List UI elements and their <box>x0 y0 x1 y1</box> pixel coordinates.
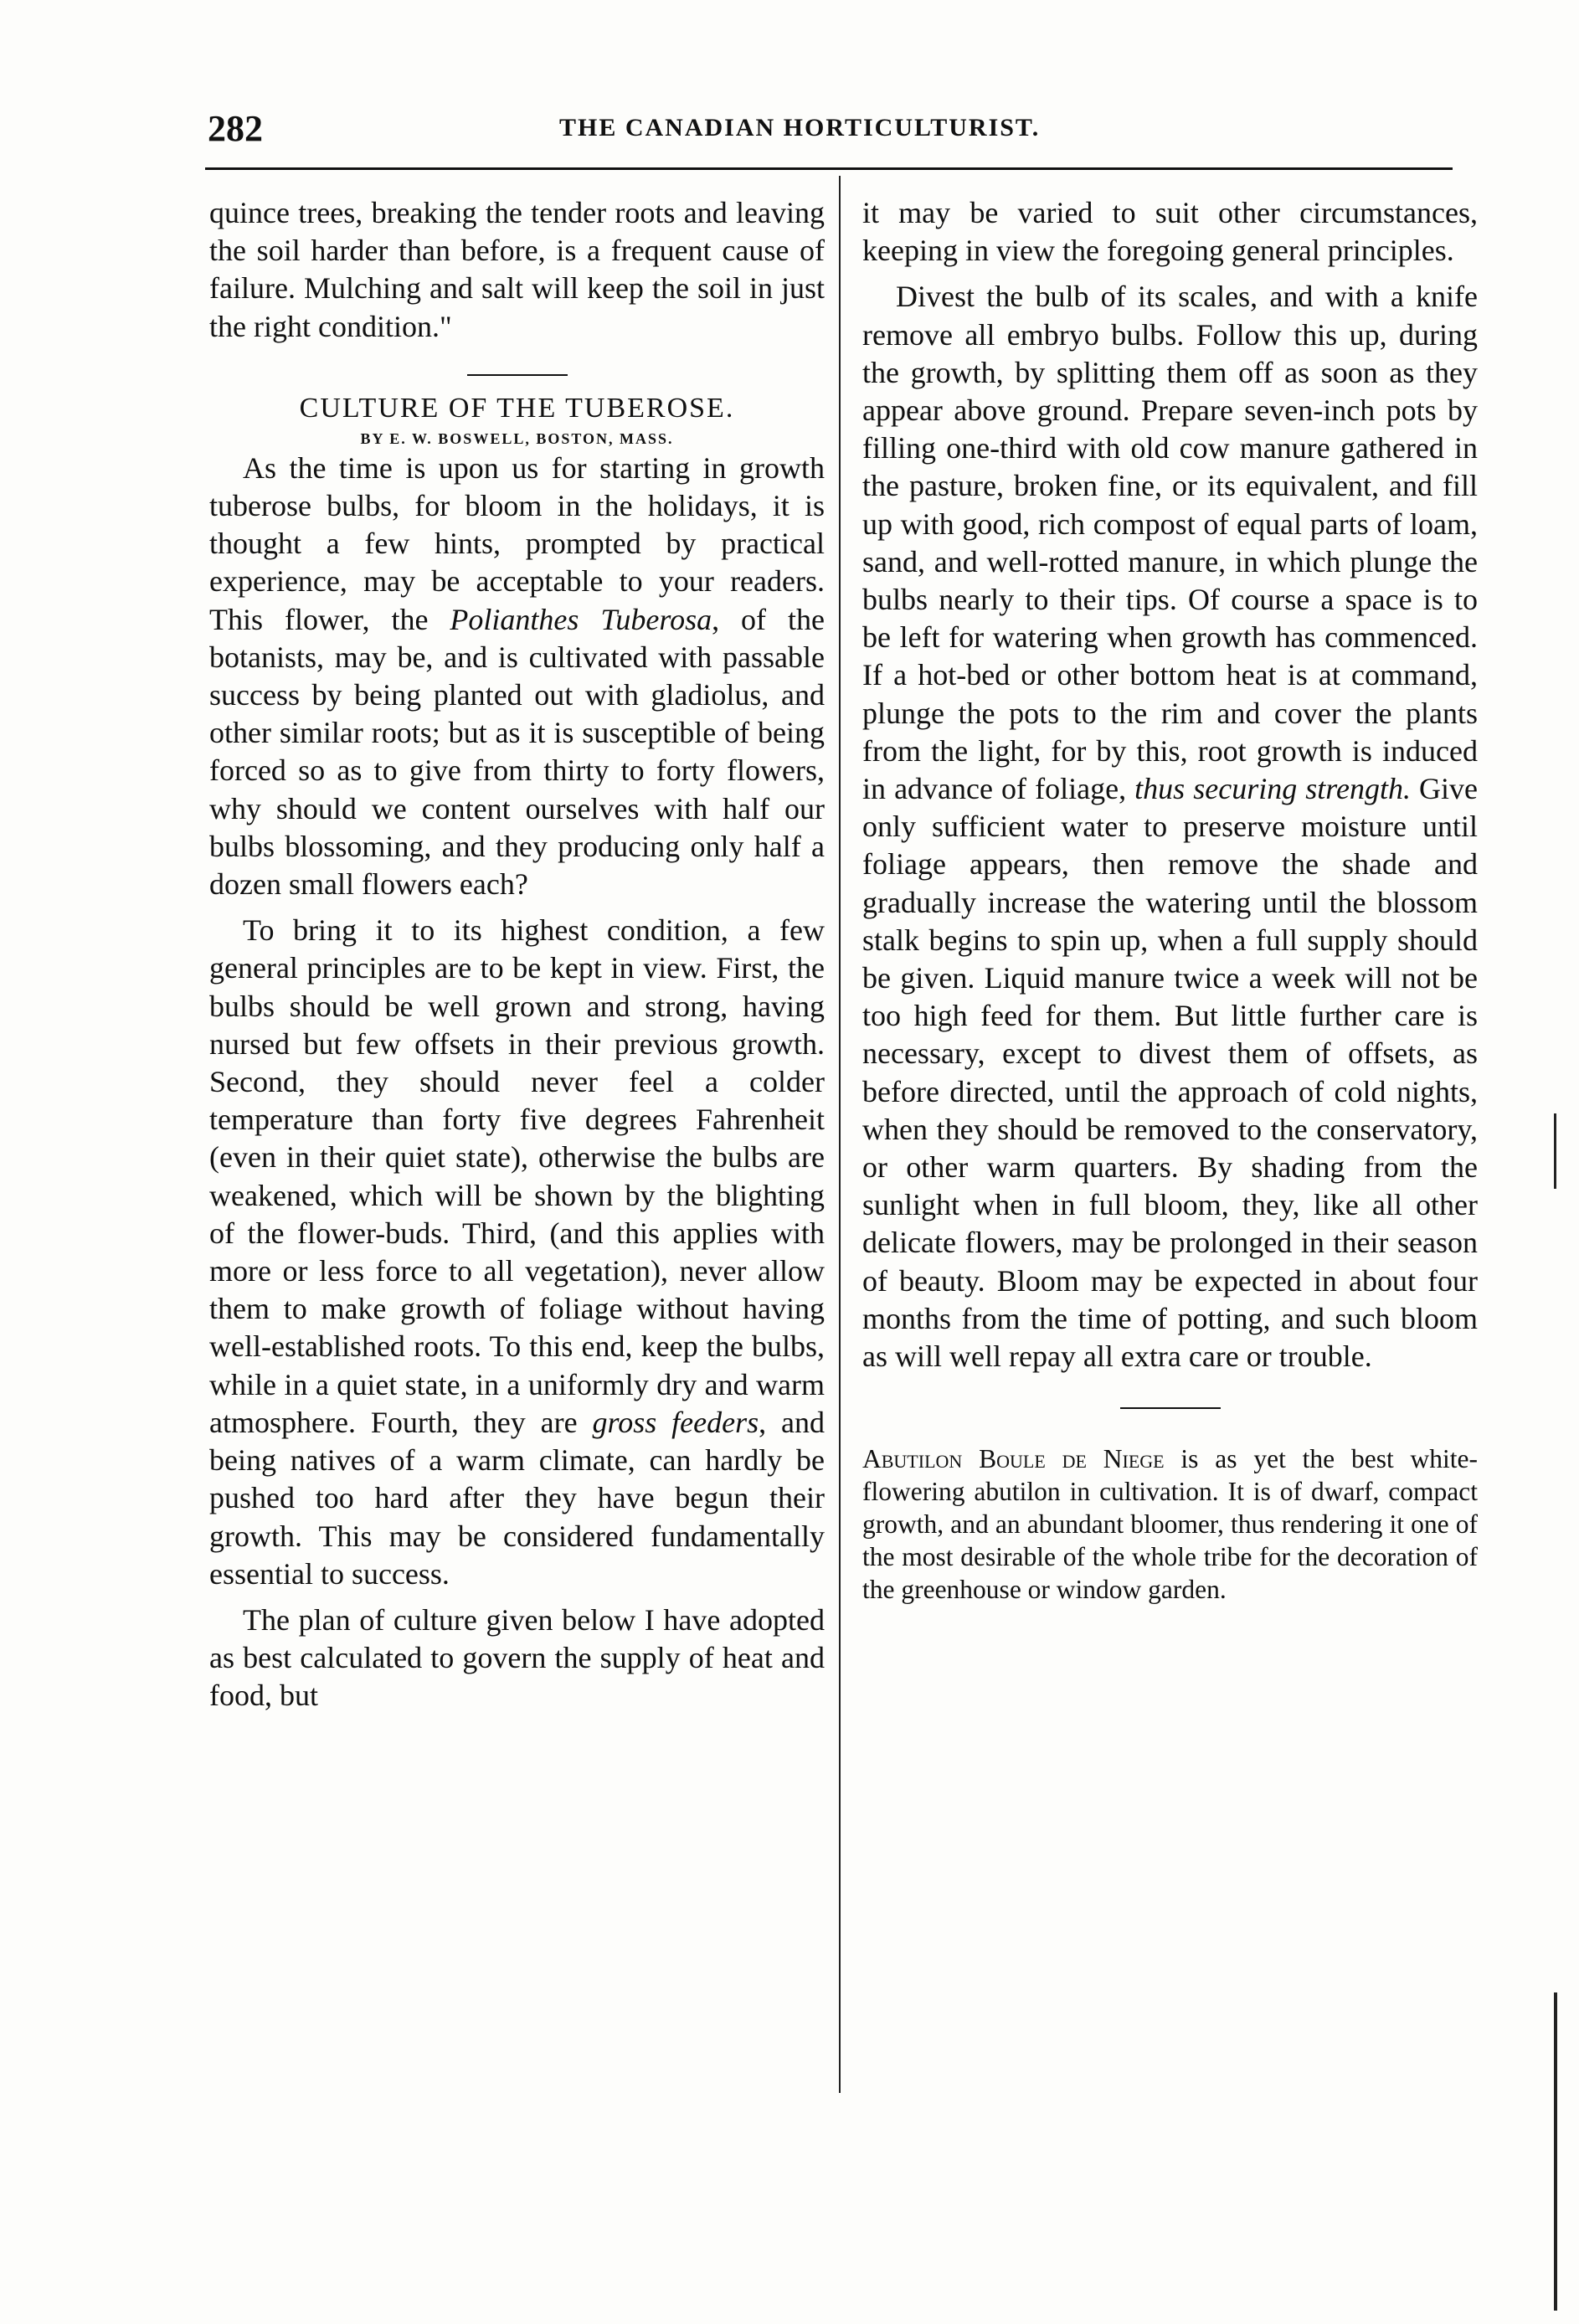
section-rule <box>467 374 568 376</box>
emphasis-text: gross feeders <box>592 1405 759 1439</box>
section-rule <box>1120 1407 1221 1409</box>
page-number: 282 <box>208 108 263 149</box>
paragraph <box>862 278 1478 1375</box>
text-run: Give only sufficient water to preserve moisture until foliage appears, then remove the shade and gradually increase the watering until the blossom stalk begins to spin up, when a full supply should be given. Liquid manure twice a week will not be too high feed for them. But little further care is necessary, except to divest them of offsets, as before directed, until the approach of cold nights, when they should be removed to the conservatory, or other warm quarters. By shading from the sunlight when in full bloom, they, like all other delicate flowers, may be prolonged in their season of beauty. Bloom may be expected in about four months from the time of potting, and such bloom as will well repay all extra care or trouble. <box>862 772 1479 1374</box>
paragraph <box>209 450 825 903</box>
note-paragraph <box>862 1442 1478 1606</box>
paragraph: The plan of culture given below I have adopted as best calculated to govern the supply of heat and food, but <box>209 1602 825 1713</box>
page-header <box>208 107 1451 157</box>
paragraph: quince trees, breaking the tender roots and leaving the soil harder than before, is a frequent cause of failure. Mulching and salt will keep the soil in just the right condition." <box>209 196 825 343</box>
emphasis-text: thus securing strength. <box>1134 772 1411 806</box>
running-title: THE CANADIAN HORTICULTURIST. <box>559 114 1041 141</box>
article-title: CULTURE OF THE TUBEROSE. <box>299 392 735 424</box>
text-run: To bring it to its highest condition, a few general principles are to be kept in view. First, the bulbs should be well grown and strong, having nursed but few offsets in their previous growth. Second, they should never feel a colder temperature than forty five degrees Fahrenheit (even in their quiet state), otherwise the bulbs are weakened, which will be shown by the blighting of the flower-buds. Third, (and this applies with more or less force to all vegetation), never allow them to make growth of foliage without having well-established roots. To this end, keep the bulbs, while in a quiet state, in a uniformly dry and warm atmosphere. Fourth, they are <box>209 913 825 1439</box>
column-divider <box>839 176 841 2093</box>
scan-edge-mark <box>1554 1992 1557 2311</box>
text-run: As the time is upon us for starting in growth tuberose bulbs, for bloom in the holidays, it is thought a few hints, prompted by practical experience, may be acceptable to your readers. This flower, the <box>209 450 825 636</box>
paragraph <box>209 912 825 1593</box>
text-run: is as yet the best white-flowering abutilon in cultivation. It is of dwarf, compact growth, and an abundant bloomer, thus rendering it one of the most desirable of the whole tribe for the decoration of the greenhouse or window garden. <box>862 1444 1478 1605</box>
text-run: Divest the bulb of its scales, and with a knife remove all embryo bulbs. Follow this up, during the growth, by splitting them off as soon as they appear above ground. Prepare seven-inch pots by filling one-third with old cow manure gathered in the pasture, broken fine, or its equivalent, and fill up with good, rich compost of equal parts of loam, sand, and well-rotted manure, in which plunge the bulbs nearly to their tips. Of course a space is to be left for watering when growth has commenced. If a hot-bed or other bottom heat is at command, plunge the pots to the rim and cover the plants from the light, for by this, root growth is induced in advance of foliage, <box>862 280 1478 806</box>
text-run: , and being natives of a warm climate, can hardly be pushed too hard after they have begun their growth. This may be considered fundamentally essential to success. <box>209 1405 826 1591</box>
left-column <box>209 194 825 1715</box>
text-run: , of the botanists, may be, and is cultivated with passable success by being planted out with gladiolus, and other similar roots; but as it is susceptible of being forced so as to give from thirty to forty flowers, why should we content ourselves with half our bulbs blossoming, and they producing only half a dozen small flowers each? <box>209 602 825 902</box>
paragraph: it may be varied to suit other circumstances, keeping in view the foregoing general principles. <box>862 196 1478 268</box>
botanical-name: Polianthes Tuberosa <box>450 602 712 636</box>
note-title: Abutilon Boule de Niege <box>862 1444 1165 1474</box>
article-byline: BY E. W. BOSWELL, BOSTON, MASS. <box>360 429 674 447</box>
right-column <box>862 194 1478 1606</box>
header-rule <box>205 167 1453 170</box>
scan-edge-mark <box>1554 1113 1556 1189</box>
